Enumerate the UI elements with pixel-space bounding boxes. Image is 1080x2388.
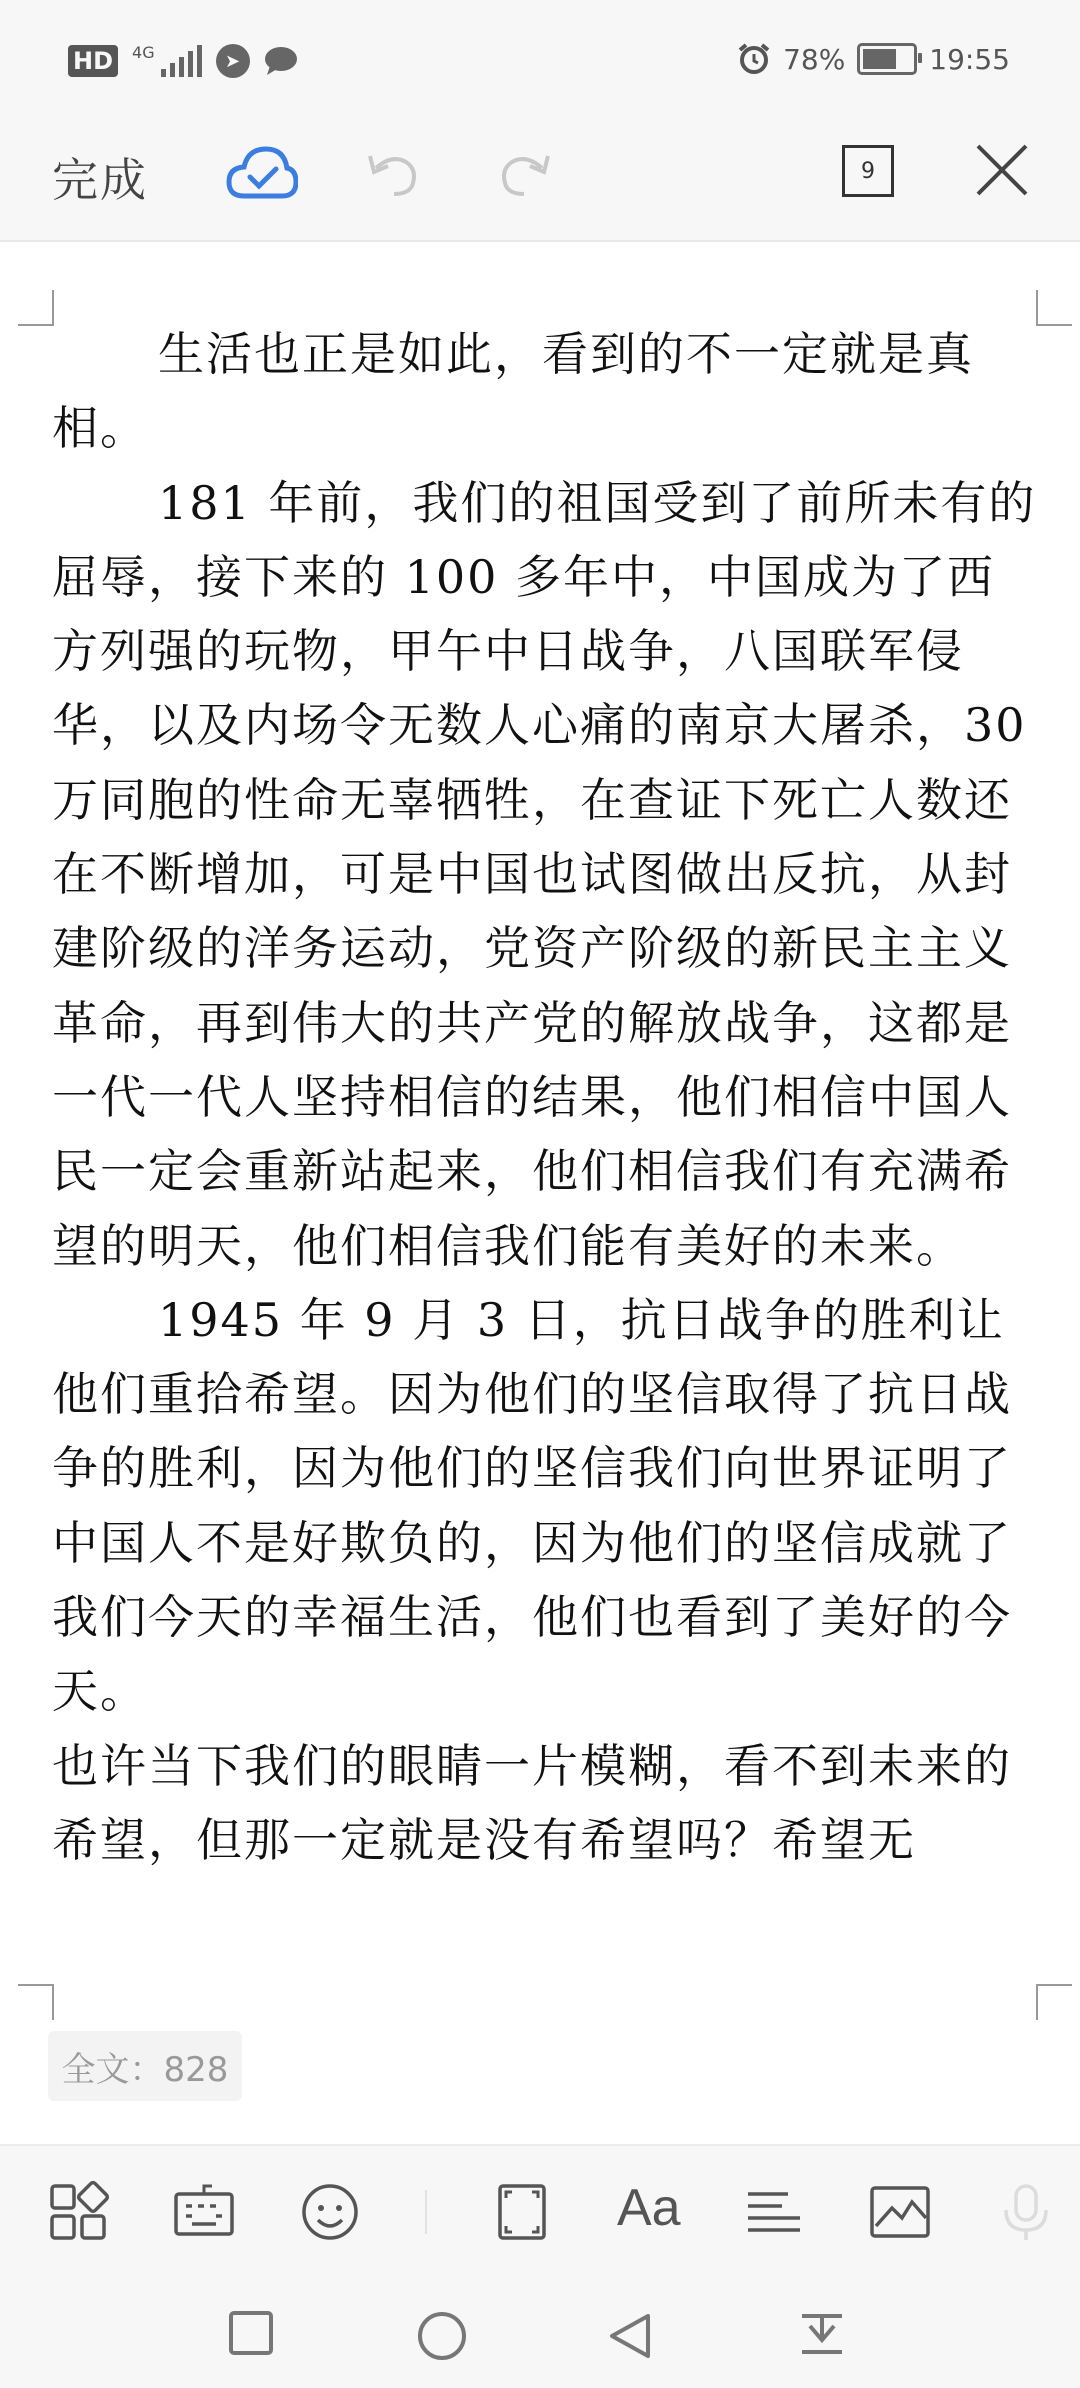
paragraph-4: 也许当下我们的眼睛一片模糊，看不到未来的希望，但那一定就是没有希望吗？希望无 <box>52 1738 1012 1867</box>
keyboard-icon[interactable] <box>172 2180 236 2244</box>
clock: 19:55 <box>929 42 1010 76</box>
status-left <box>68 44 298 78</box>
page-count-icon[interactable] <box>842 145 894 197</box>
paragraph-3: 1945 年 9 月 3 日，抗日战争的胜利让他们重拾希望。因为他们的坚信取得了抗日战争的胜利，因为他们的坚信我们向世界证明了中国人不是好欺负的，因为他们的坚信成就了我们今天的幸福生活，他们也看到了美好的今天。 <box>52 1292 1012 1719</box>
apps-icon[interactable] <box>46 2180 110 2244</box>
microphone-icon[interactable] <box>994 2180 1058 2244</box>
text-format-icon[interactable]: Aa <box>617 2179 681 2237</box>
alarm-icon <box>737 42 771 76</box>
home-icon[interactable] <box>416 2310 468 2362</box>
battery-percent: 78% <box>783 42 846 76</box>
location-app-icon: ➤ <box>216 44 250 78</box>
network-type: 4G <box>132 43 155 62</box>
paragraph-2: 181 年前，我们的祖国受到了前所未有的屈辱，接下来的 100 多年中，中国成为了西方列强的玩物，甲午中日战争，八国联军侵华，以及内场令无数人心痛的南京大屠杀，30 万同胞的性命无辜牺牲，在查证下死亡人数还在不断增加，可是中国也试图做出反抗，从封建阶级的洋务运动，党资产阶级的新民主主义革命，再到伟大的共产党的解放战争，这都是一代一代人坚持相信的结果，他们相信中国人民一定会重新站起来，他们相信我们有充满希望的明天，他们相信我们能有美好的未来。 <box>52 475 1037 1273</box>
document-body[interactable] <box>52 317 1042 1877</box>
redo-icon[interactable] <box>498 146 554 198</box>
battery-icon <box>857 43 917 75</box>
cloud-check-icon[interactable] <box>226 144 298 202</box>
done-button[interactable]: 完成 <box>52 153 148 207</box>
close-icon[interactable] <box>974 142 1030 198</box>
margin-corner-bottom-right <box>1036 1984 1072 2020</box>
margin-corner-bottom-left <box>18 1984 54 2020</box>
signal-icon <box>132 45 202 77</box>
back-icon[interactable] <box>604 2310 656 2362</box>
undo-icon[interactable] <box>364 146 420 198</box>
word-count-badge[interactable]: 全文：828 <box>48 2031 242 2101</box>
paragraph-align-icon[interactable] <box>742 2180 806 2244</box>
recent-apps-icon[interactable] <box>228 2310 274 2356</box>
toolbar-divider <box>425 2190 427 2234</box>
message-icon <box>264 46 298 76</box>
paragraph-1: 生活也正是如此，看到的不一定就是真相。 <box>52 327 974 456</box>
status-bar <box>0 0 1080 130</box>
insert-image-icon[interactable] <box>868 2180 932 2244</box>
status-right <box>737 42 1010 76</box>
system-nav-bar <box>0 2276 1080 2388</box>
fullscreen-icon[interactable] <box>490 2180 554 2244</box>
page-count: 9 <box>861 158 875 184</box>
emoji-icon[interactable] <box>298 2180 362 2244</box>
hd-badge: HD <box>68 45 118 77</box>
margin-corner-top-left <box>18 290 54 326</box>
notification-pull-icon[interactable] <box>796 2310 848 2362</box>
